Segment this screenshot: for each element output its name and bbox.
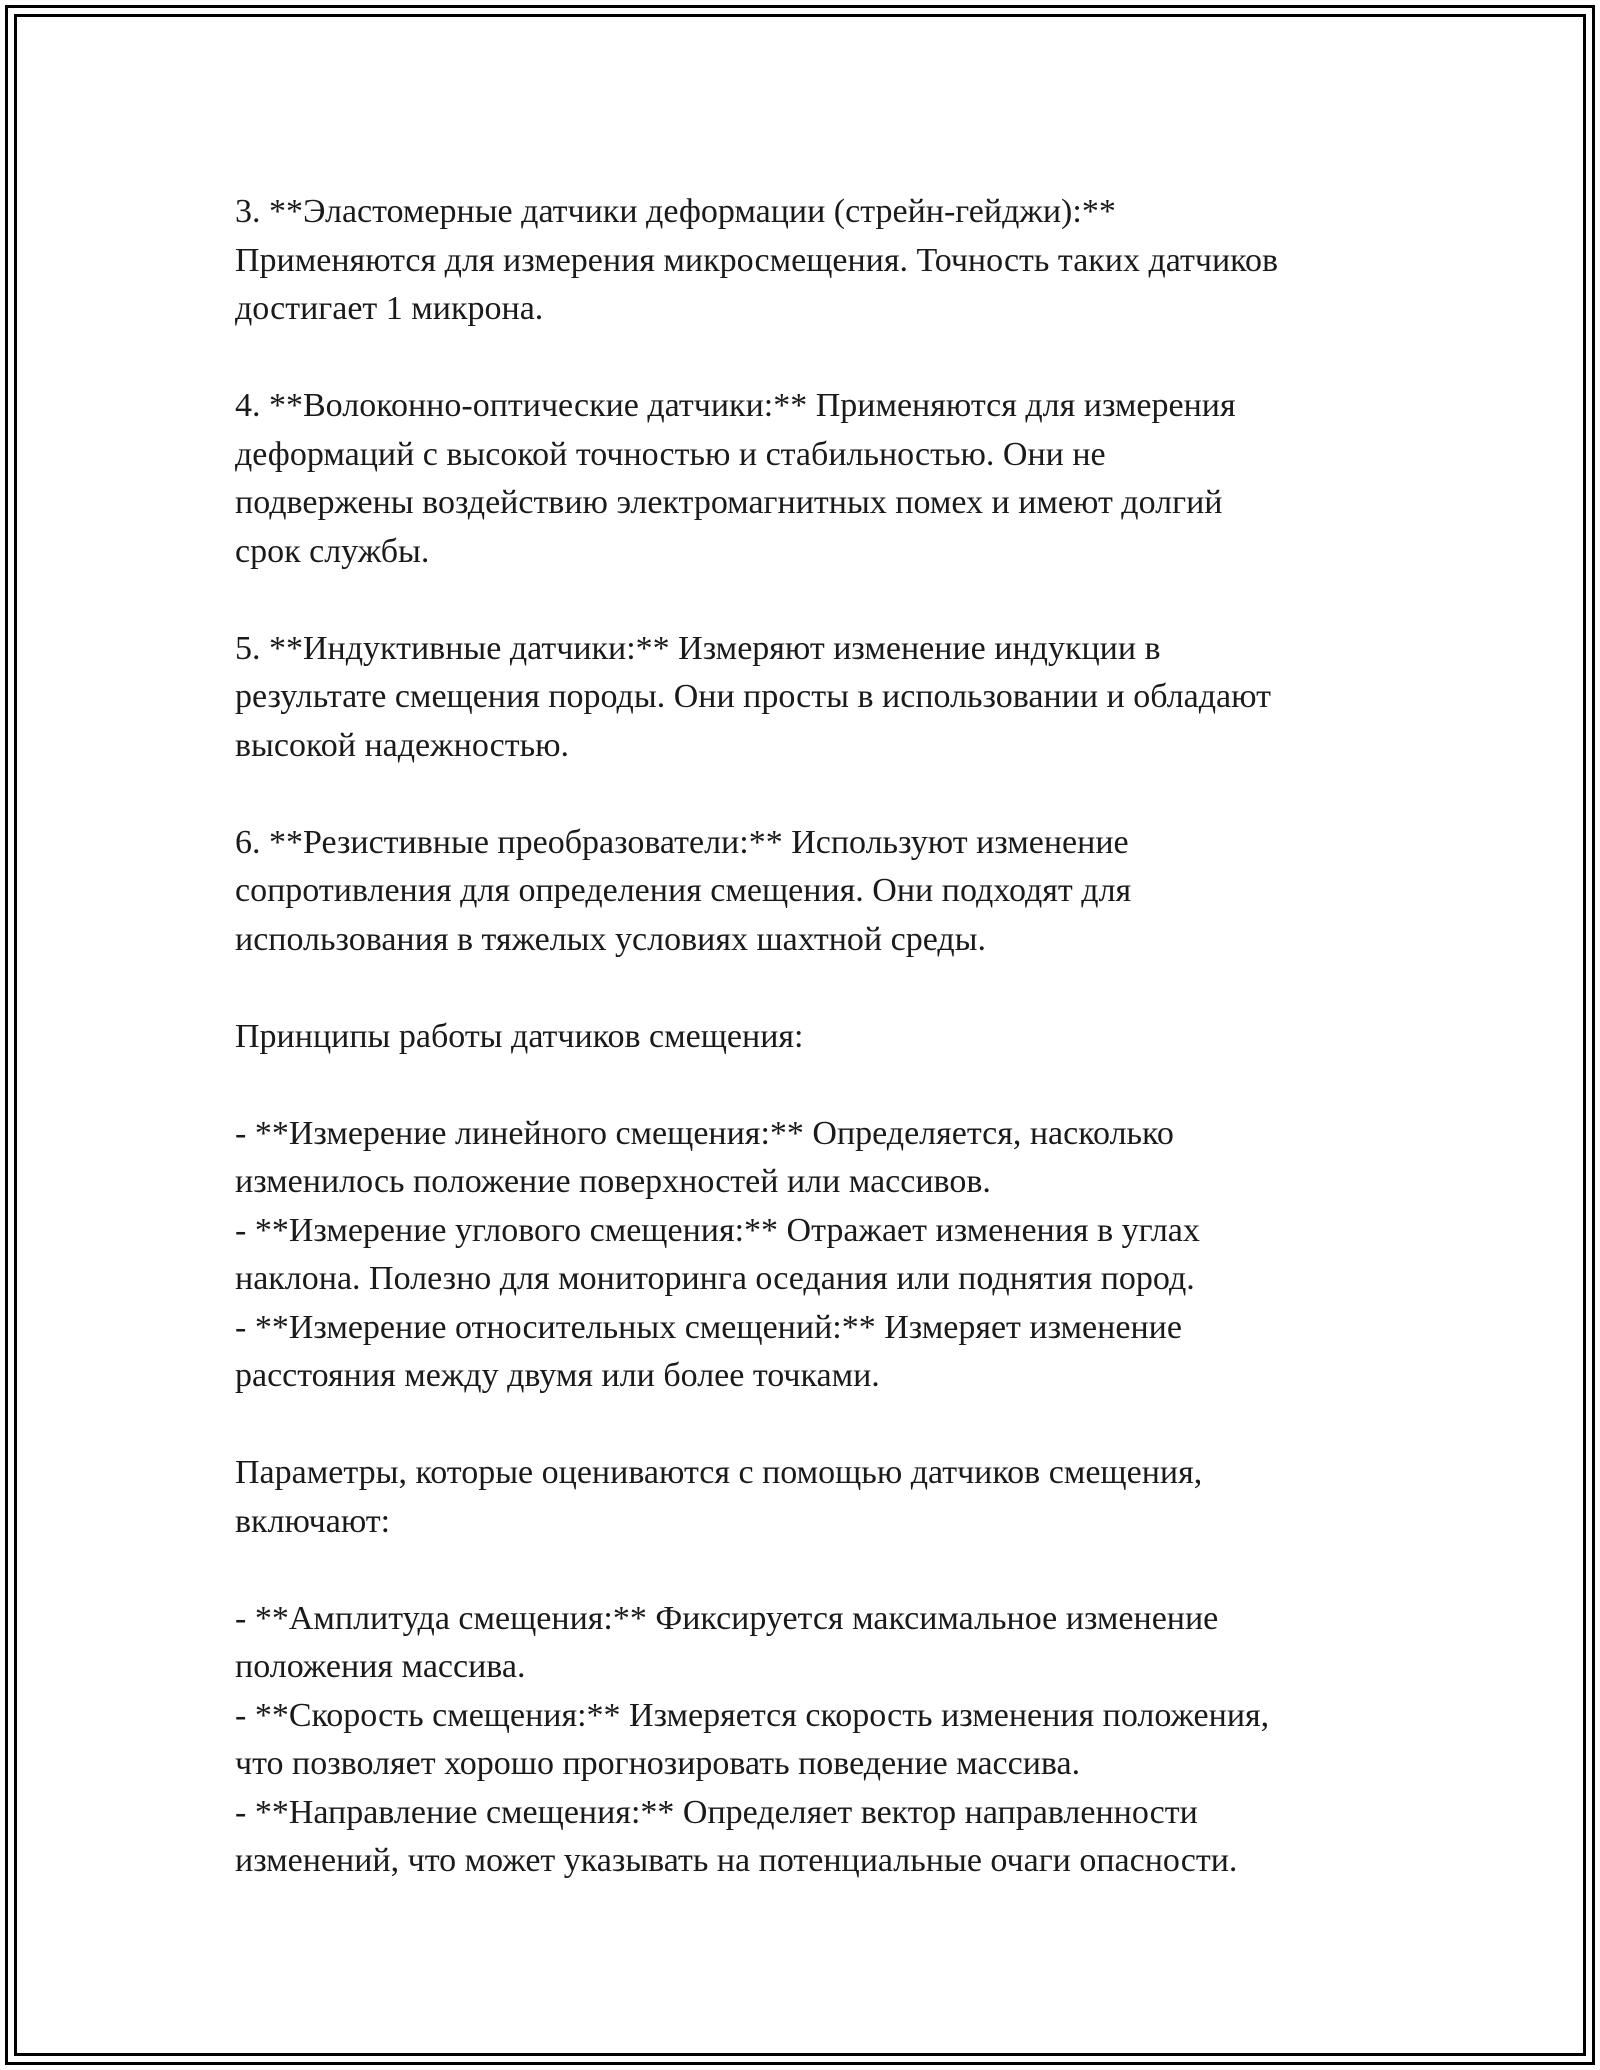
text-line: деформаций с высокой точностью и стабильностью. Они не: [235, 435, 1106, 473]
paragraph-parameters-heading: [235, 1449, 1395, 1546]
paragraph-item-3: [235, 188, 1395, 334]
text-line: - **Направление смещения:** Определяет вектор направленности: [235, 1793, 1198, 1831]
text-line: - **Измерение относительных смещений:** Измеряет изменение: [235, 1308, 1182, 1346]
paragraph-item-4: [235, 382, 1395, 576]
text-line: Принципы работы датчиков смещения:: [235, 1017, 804, 1055]
text-line: Применяются для измерения микросмещения. Точность таких датчиков: [235, 241, 1279, 279]
text-line: сопротивления для определения смещения. Они подходят для: [235, 872, 1132, 909]
text-line: - **Измерение линейного смещения:** Определяется, насколько: [235, 1114, 1174, 1152]
text-line: изменилось положение поверхностей или массивов.: [235, 1163, 991, 1200]
text-line: 5. **Индуктивные датчики:** Измеряют изменение индукции в: [235, 629, 1161, 667]
text-line: 6. **Резистивные преобразователи:** Используют изменение: [235, 823, 1129, 861]
text-line: использования в тяжелых условиях шахтной среды.: [235, 920, 987, 958]
text-line: высокой надежностью.: [235, 726, 570, 764]
text-line: положения массива.: [235, 1648, 526, 1685]
text-line: подвержены воздействию электромагнитных помех и имеют долгий: [235, 484, 1223, 521]
text-line: включают:: [235, 1502, 391, 1540]
paragraph-item-6: [235, 819, 1395, 965]
text-line: - **Измерение углового смещения:** Отражает изменения в углах: [235, 1211, 1200, 1249]
paragraph-item-5: [235, 625, 1395, 771]
paragraph-parameters-list: [235, 1595, 1395, 1886]
paragraph-principles-heading: [235, 1013, 1395, 1062]
text-line: 4. **Волоконно-оптические датчики:** Применяются для измерения: [235, 387, 1236, 424]
text-line: достигает 1 микрона.: [235, 290, 544, 327]
text-line: Параметры, которые оцениваются с помощью датчиков смещения,: [235, 1454, 1203, 1491]
text-line: срок службы.: [235, 532, 430, 570]
document-body: [235, 188, 1395, 1934]
text-line: что позволяет хорошо прогнозировать поведение массива.: [235, 1745, 1081, 1782]
text-line: 3. **Эластомерные датчики деформации (стрейн-гейджи):**: [235, 193, 1116, 230]
text-line: - **Скорость смещения:** Измеряется скорость изменения положения,: [235, 1696, 1270, 1734]
text-line: - **Амплитуда смещения:** Фиксируется максимальное изменение: [235, 1599, 1219, 1637]
text-line: результате смещения породы. Они просты в использовании и обладают: [235, 678, 1271, 715]
text-line: изменений, что может указывать на потенциальные очаги опасности.: [235, 1842, 1238, 1879]
text-line: расстояния между двумя или более точками.: [235, 1357, 880, 1394]
text-line: наклона. Полезно для мониторинга оседания или поднятия пород.: [235, 1260, 1195, 1297]
paragraph-principles-list: [235, 1110, 1395, 1401]
